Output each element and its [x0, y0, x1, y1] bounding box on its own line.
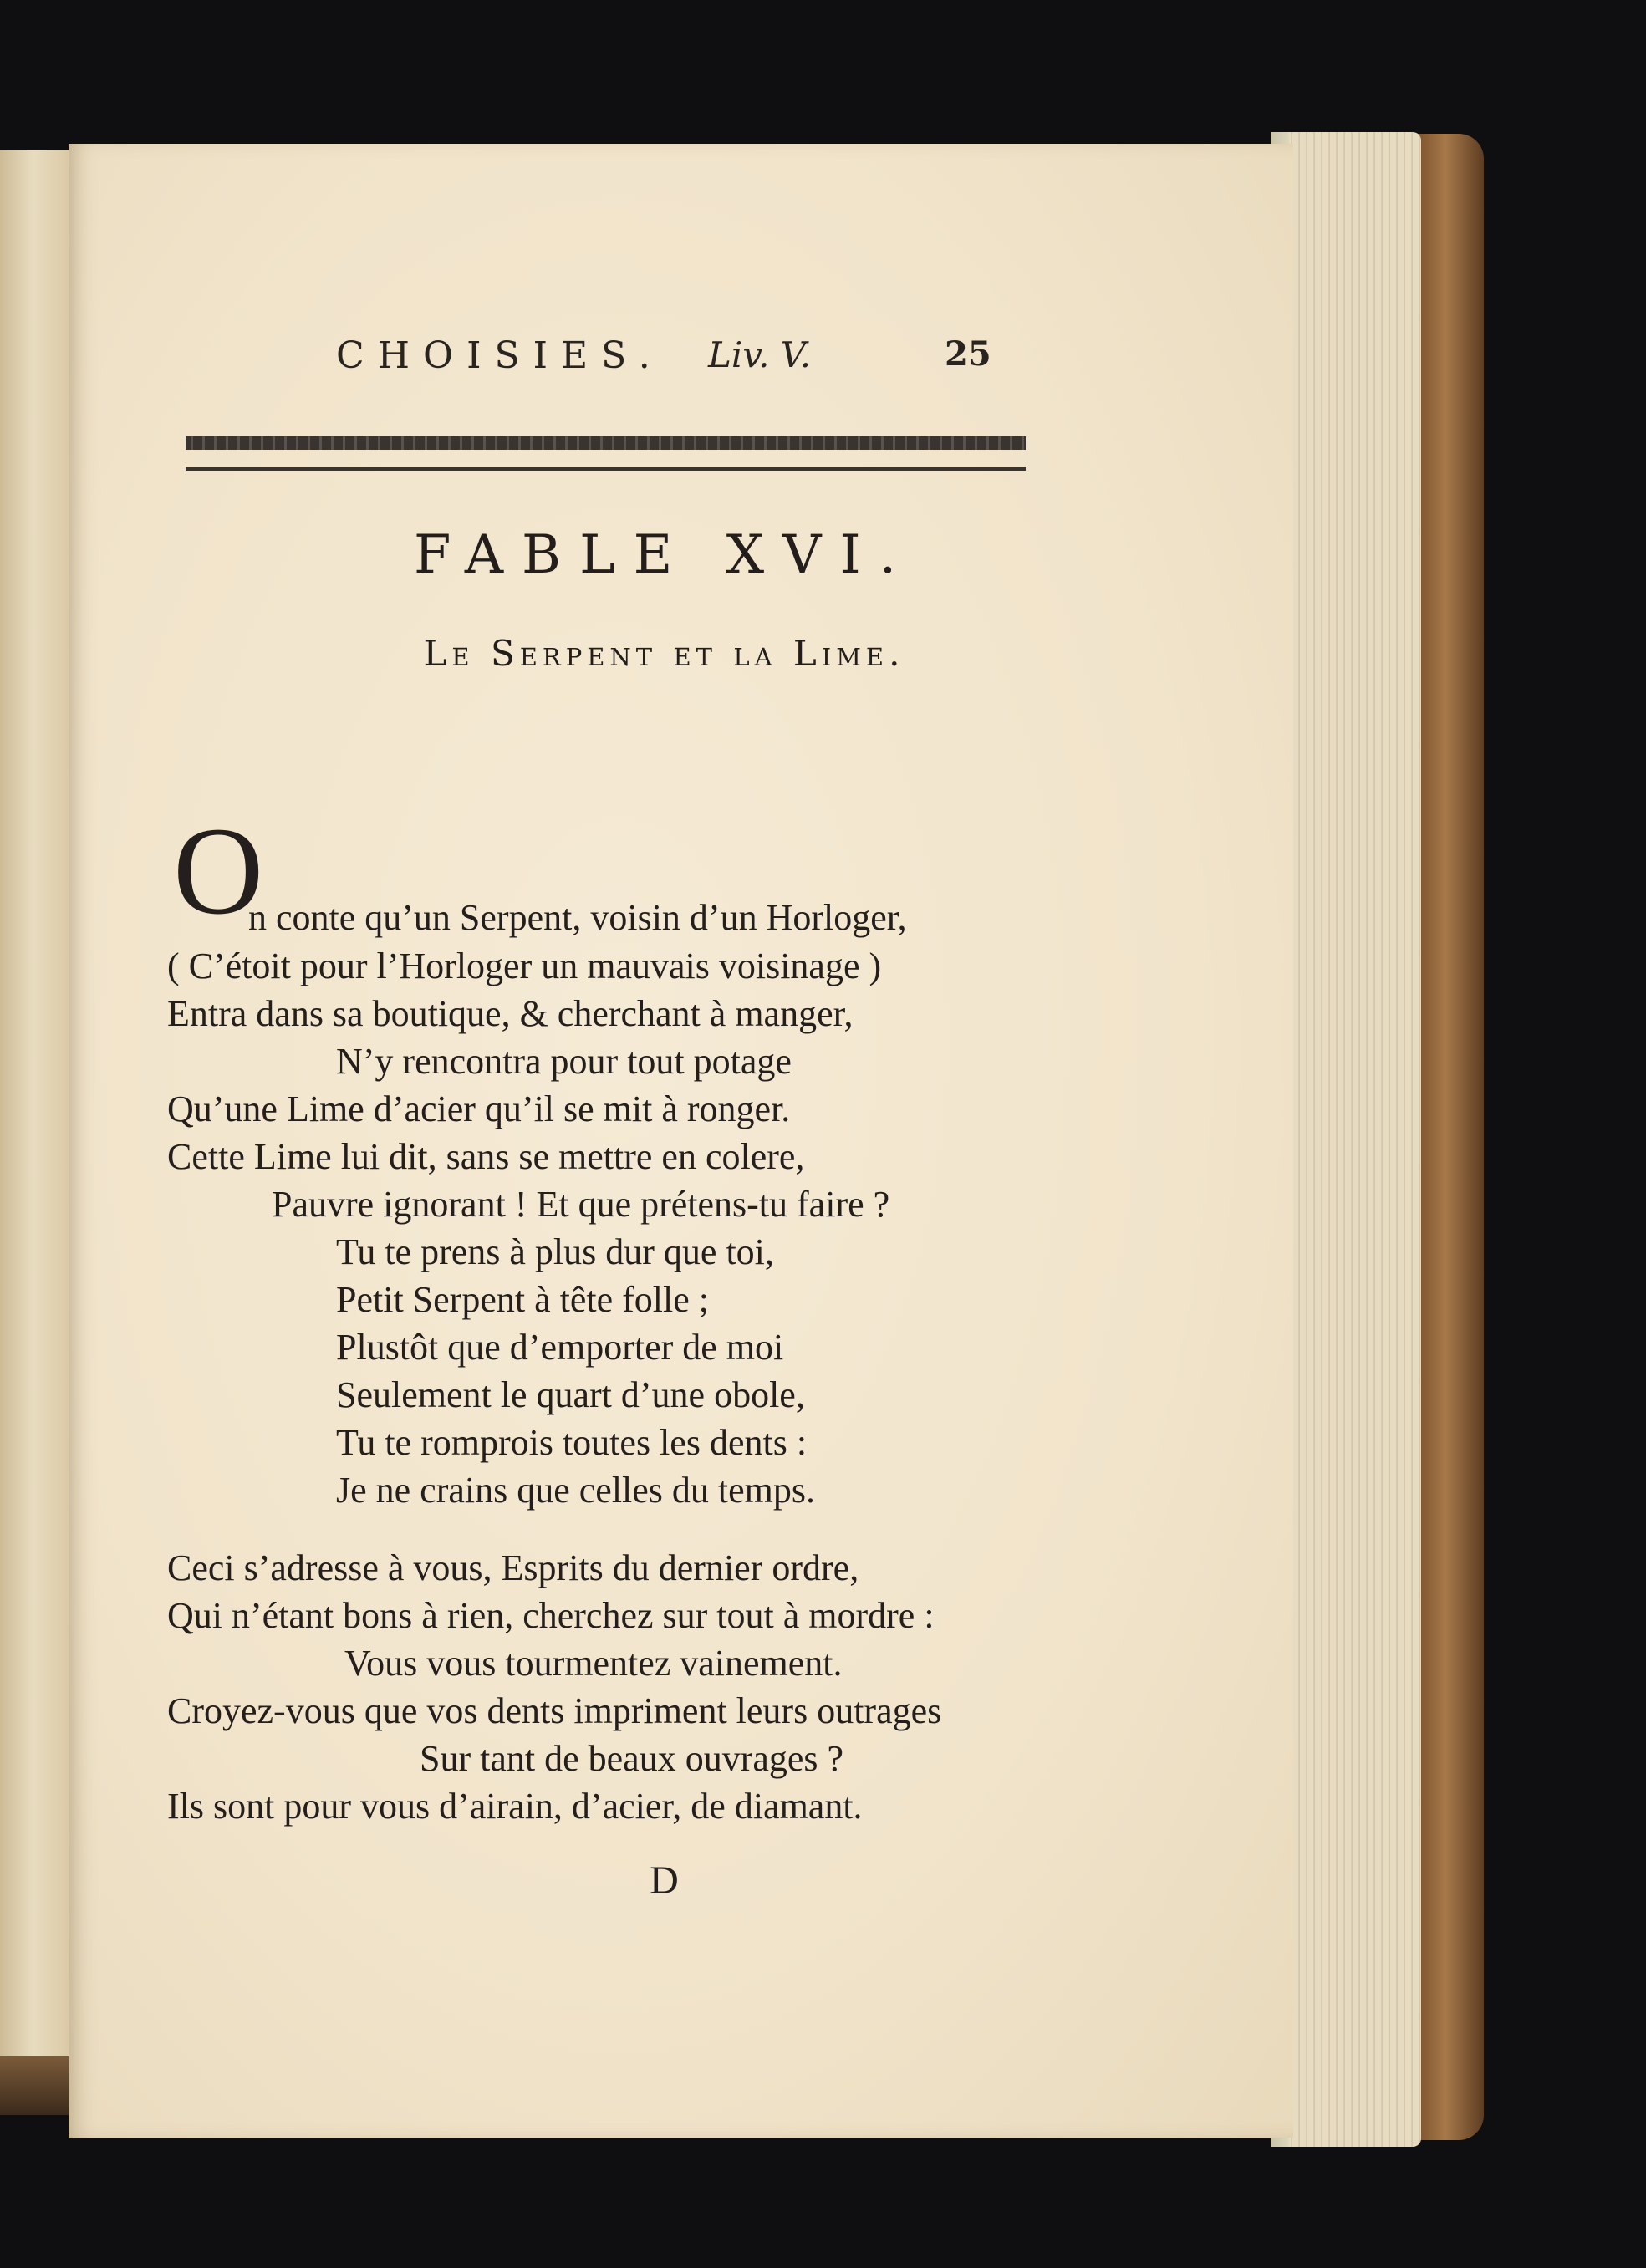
verse-line: Ceci s’adresse à vous, Esprits du dernier ordre,	[167, 1547, 859, 1588]
verse-line: Petit Serpent à tête folle ;	[336, 1279, 709, 1320]
verse-line: ( C’étoit pour l’Horloger un mauvais voisinage )	[167, 945, 882, 986]
page-number: 25	[945, 334, 991, 374]
verse-line: Tu te prens à plus dur que toi,	[336, 1231, 774, 1272]
book-binding	[0, 2056, 79, 2115]
drop-cap: O	[173, 802, 264, 940]
verse-line: Entra dans sa boutique, & cherchant à manger,	[167, 993, 854, 1034]
poem	[69, 144, 1293, 2138]
verse-line: Sur tant de beaux ouvrages ?	[420, 1738, 844, 1779]
verse-line: Pauvre ignorant ! Et que prétens-tu faire ?	[272, 1184, 890, 1225]
fable-title: FABLE XVI.	[413, 524, 915, 586]
left-facing-page	[0, 150, 74, 2107]
verse-line: Seulement le quart d’une obole,	[336, 1374, 805, 1415]
verse-line: Croyez-vous que vos dents impriment leurs outrages	[167, 1690, 942, 1731]
verse-line: Ils sont pour vous d’airain, d’acier, de diamant.	[167, 1786, 863, 1827]
fable-subtitle: Le Serpent et la Lime.	[423, 633, 905, 674]
verse-line: Vous vous tourmentez vainement.	[344, 1643, 843, 1684]
book-page	[69, 144, 1293, 2138]
verse-line: n conte qu’un Serpent, voisin d’un Horloger,	[248, 897, 907, 938]
signature-mark: D	[650, 1858, 679, 1903]
verse-line: Tu te romprois toutes les dents :	[336, 1422, 808, 1463]
verse-line: Qu’une Lime d’acier qu’il se mit à ronger.	[167, 1088, 791, 1129]
verse-line: Qui n’étant bons à rien, cherchez sur tout à mordre :	[167, 1595, 935, 1636]
running-title: CHOISIES.	[336, 334, 664, 377]
page-stack	[1271, 132, 1421, 2147]
verse-line: Plustôt que d’emporter de moi	[336, 1327, 784, 1368]
book-number: Liv. V.	[708, 334, 812, 375]
verse-line: Je ne crains que celles du temps.	[336, 1470, 816, 1511]
verse-line: N’y rencontra pour tout potage	[336, 1041, 792, 1082]
verse-line: Cette Lime lui dit, sans se mettre en colere,	[167, 1136, 805, 1177]
